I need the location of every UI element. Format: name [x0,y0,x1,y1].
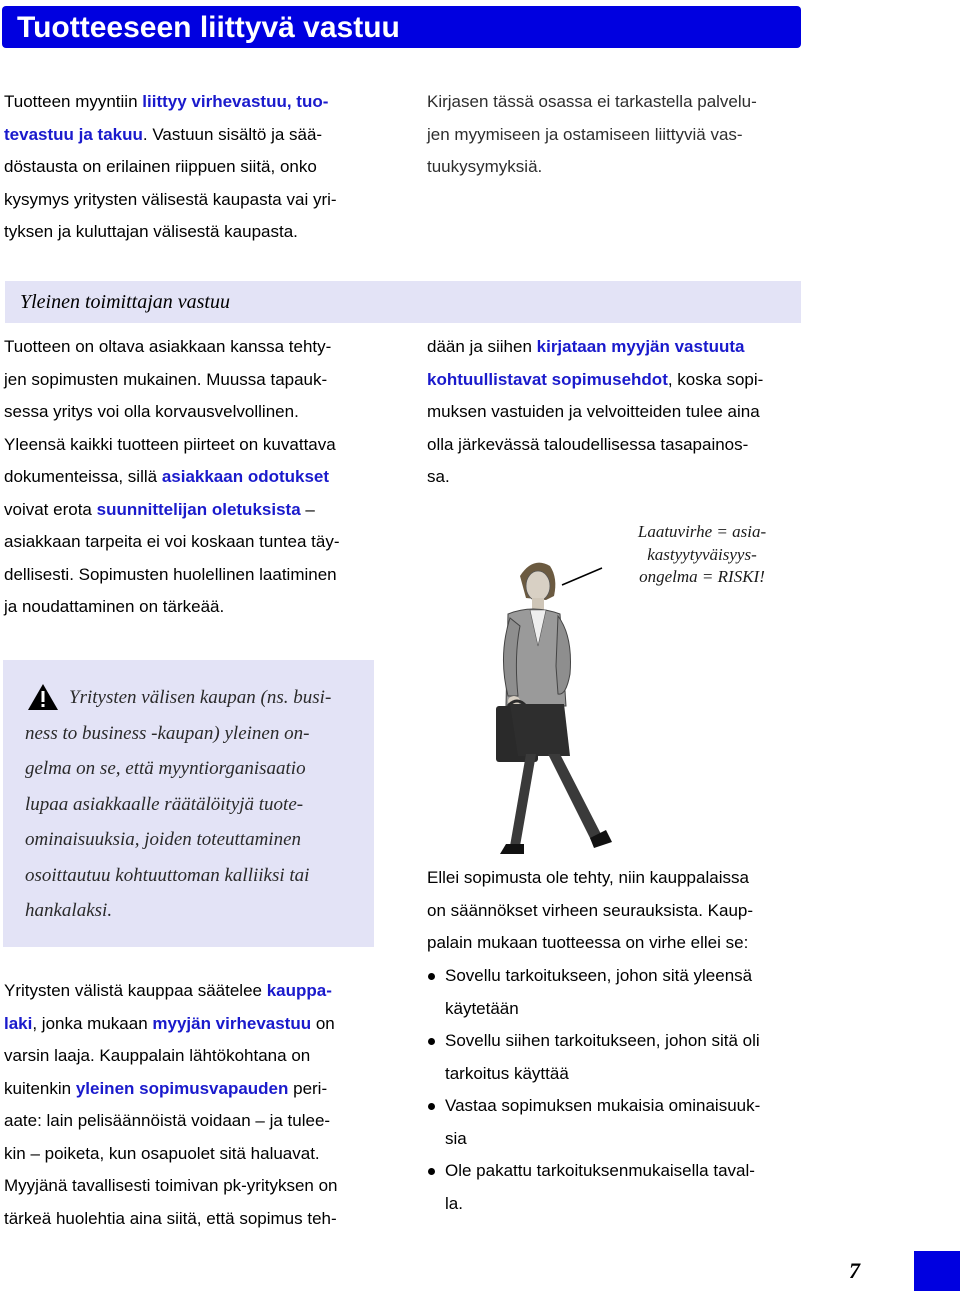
body-text: dellisesti. Sopimusten huolellinen laatiminen [4,564,337,584]
list-item-text: la. [445,1193,463,1213]
highlight-term: asiakkaan odotukset [161,467,330,486]
bottom-left-text [4,975,338,1235]
intro-text: tuukysymyksiä. [427,157,543,176]
intro-text: . Vastuun sisältö ja sää- [142,124,323,144]
highlight-term: laki [4,1013,33,1033]
intro-text: Tuotteen myyntiin [4,92,143,111]
intro-text: jen myymiseen ja ostamiseen liittyviä vas- [427,124,743,144]
callout-line: ominaisuuksia, joiden toteuttaminen [25,829,302,850]
section-left-text [4,331,339,624]
intro-text: döstausta on erilainen riippuen siitä, onko [4,157,317,176]
body-text: sessa yritys voi olla korvausvelvollinen. [4,402,299,421]
body-text: voivat erota [4,499,97,519]
body-text: olla järkevässä taloudellisessa tasapainos- [427,434,749,454]
body-text: kuitenkin [4,1078,76,1098]
quote-line: Laatuvirhe = asia- [637,522,767,541]
body-text: varsin laaja. Kauppalain lähtökohtana on [4,1046,311,1065]
page-tab [914,1251,960,1291]
body-text: ja noudattaminen on tärkeää. [4,597,225,616]
title-bar [2,6,801,48]
quote-line: ongelma = RISKI! [639,567,765,586]
highlight-term: kauppa- [266,981,332,1000]
body-text: on [311,1013,335,1033]
section-right-text [427,331,763,494]
list-item-text: tarkoitus käyttää [445,1063,569,1083]
intro-text: kysymys yritysten välisestä kaupasta vai yri- [4,189,337,209]
highlight-term: suunnittelijan oletuksista [96,499,301,519]
list-item [427,960,760,1025]
callout-text [25,680,331,929]
body-text: Yleensä kaikki tuotteen piirteet on kuvattava [4,434,336,454]
bottom-right-intro [427,862,753,960]
defect-criteria-list [427,960,760,1220]
highlight-term: tevastuu ja takuu [4,124,143,144]
body-text: on säännökset virheen seurauksista. Kaup- [427,900,754,920]
intro-text: tyksen ja kuluttajan välisestä kaupasta. [4,222,298,241]
body-text: Ellei sopimusta ole tehty, niin kauppalaissa [427,868,749,887]
body-text: dään ja siihen [427,337,537,356]
intro-text: Kirjasen tässä osassa ei tarkastella palvelu- [427,92,757,111]
list-item [427,1090,760,1155]
body-text: aate: lain pelisäännöistä voidaan – ja tulee- [4,1111,331,1130]
body-text: , jonka mukaan [32,1013,153,1033]
highlight-term: kohtuullistavat sopimusehdot [427,369,668,389]
body-text: , koska sopi- [667,369,764,389]
callout-line: ness to business -kaupan) yleinen on- [25,722,310,744]
highlight-term: myyjän virhevastuu [152,1013,312,1033]
body-text: palain mukaan tuotteessa on virhe ellei se: [427,933,749,952]
list-item-text: Sovellu siihen tarkoitukseen, johon sitä oli [445,1031,760,1050]
callout-line: osoittautuu kohtuuttoman kalliiksi tai [25,864,310,886]
callout-line: gelma on se, että myyntiorganisaatio [25,758,306,779]
section-heading: Yleinen toimittajan vastuu [20,291,230,313]
body-text: Yritysten välistä kauppaa säätelee [4,981,267,1000]
body-text: dokumenteissa, sillä [4,467,162,486]
body-text: peri- [288,1078,328,1098]
intro-left-text [4,86,337,249]
list-item-text: Sovellu tarkoitukseen, johon sitä yleensä [445,966,753,985]
page-title: Tuotteeseen liittyvä vastuu [17,11,400,44]
body-text: tärkeä huolehtia aina siitä, että sopimus teh- [4,1208,337,1228]
list-item-text: Vastaa sopimuksen mukaisia ominaisuuk- [445,1096,761,1115]
list-item-text: sia [445,1128,467,1148]
list-item [427,1155,760,1220]
callout-line: lupaa asiakkaalle räätälöityjä tuote- [25,793,304,815]
callout-line: Yritysten välisen kaupan (ns. busi- [69,687,332,708]
body-text: kin – poiketa, kun osapuolet sitä haluavat. [4,1143,320,1163]
page-number: 7 [849,1258,860,1283]
body-text: jen sopimusten mukainen. Muussa tapauk- [4,369,328,389]
list-item-text: käytetään [445,998,519,1018]
list-item [427,1025,760,1090]
body-text: Myyjänä tavallisesti toimivan pk-yrityksen on [4,1176,338,1195]
section-heading-bar [5,281,801,323]
list-item-text: Ole pakattu tarkoituksenmukaisella taval- [445,1161,755,1180]
body-text: Tuotteen on oltava asiakkaan kanssa tehty- [4,337,332,356]
intro-right-text [427,86,757,184]
businesswoman-illustration [478,556,648,876]
body-text: muksen vastuiden ja velvoitteiden tulee aina [427,402,760,421]
body-text: asiakkaan tarpeita ei voi koskaan tuntea täy- [4,532,340,551]
body-text: – [300,499,315,519]
callout-line: hankalaksi. [25,900,113,921]
highlight-term: liittyy virhevastuu, tuo- [142,92,329,111]
body-text: sa. [427,467,450,486]
quote-line: kastyytyväisyys- [647,544,757,564]
highlight-term: kirjataan myyjän vastuuta [536,337,745,356]
highlight-term: yleinen sopimusvapauden [75,1078,289,1098]
